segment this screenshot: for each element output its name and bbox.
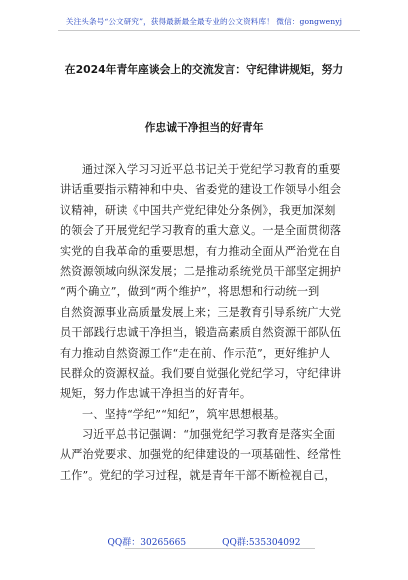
body-line: “两个确立”，做到“两个维护”，将思想和行动统一到: [60, 285, 320, 299]
body-line: 规矩，努力作忠诚干净担当的好青年。: [60, 387, 252, 401]
body-line: 有力推动自然资源工作“走在前、作示范”，更好维护人: [60, 346, 331, 360]
body-line: 通过深入学习习近平总书记关于党纪学习教育的重要: [82, 163, 341, 176]
body-line: 实党的自我革命的重要思想，有力推动全面从严治党在自: [60, 244, 342, 258]
body-line: 的领会了开展党纪学习教育的重大意义。一是全面贯彻落: [60, 224, 342, 238]
body-line: 民群众的资源权益。我们要自觉强化党纪学习，守纪律讲: [60, 366, 342, 380]
header-divider: [58, 30, 360, 31]
section-heading: 一、坚持“学纪”“知纪”，筑牢思想根基。: [82, 407, 286, 421]
footer-qq-group-2: QQ群:535304092: [222, 538, 301, 548]
body-line: 自然资源事业高质量发展上来；三是教育引导系统广大党: [60, 305, 342, 319]
body-line: 习近平总书记强调：“加强党纪学习教育是落实全面: [82, 428, 336, 442]
body-line: 员干部践行忠诚干净担当，锻造高素质自然资源干部队伍: [60, 326, 342, 340]
footer-qq-group-1: QQ群：30265665: [107, 538, 187, 548]
document-title-line-1: 在2024年青年座谈会上的交流发言：守纪律讲规矩，努力: [64, 63, 344, 76]
body-line: 然资源领域向纵深发展；二是推动系统党员干部坚定拥护: [60, 264, 342, 278]
body-line: 工作”。党纪的学习过程，就是青年干部不断检视自己，: [60, 468, 336, 482]
body-line: 从严治党要求、加强党的纪律建设的一项基础性、经常性: [60, 448, 342, 462]
footer-contact: [0, 535, 408, 548]
body-line: 讲话重要指示精神和中央、省委党的建设工作领导小组会: [60, 183, 342, 197]
footer-divider: [125, 548, 315, 549]
body-line: 议精神，研读《中国共产党纪律处分条例》，我更加深刻: [60, 203, 336, 217]
header-banner: 关注头条号“公文研究”，获得最新最全最专业的公文资料库！ 微信：gongwenyj: [65, 17, 343, 26]
document-title-line-2: 作忠诚干净担当的好青年: [144, 121, 264, 134]
document-body: [60, 160, 350, 486]
